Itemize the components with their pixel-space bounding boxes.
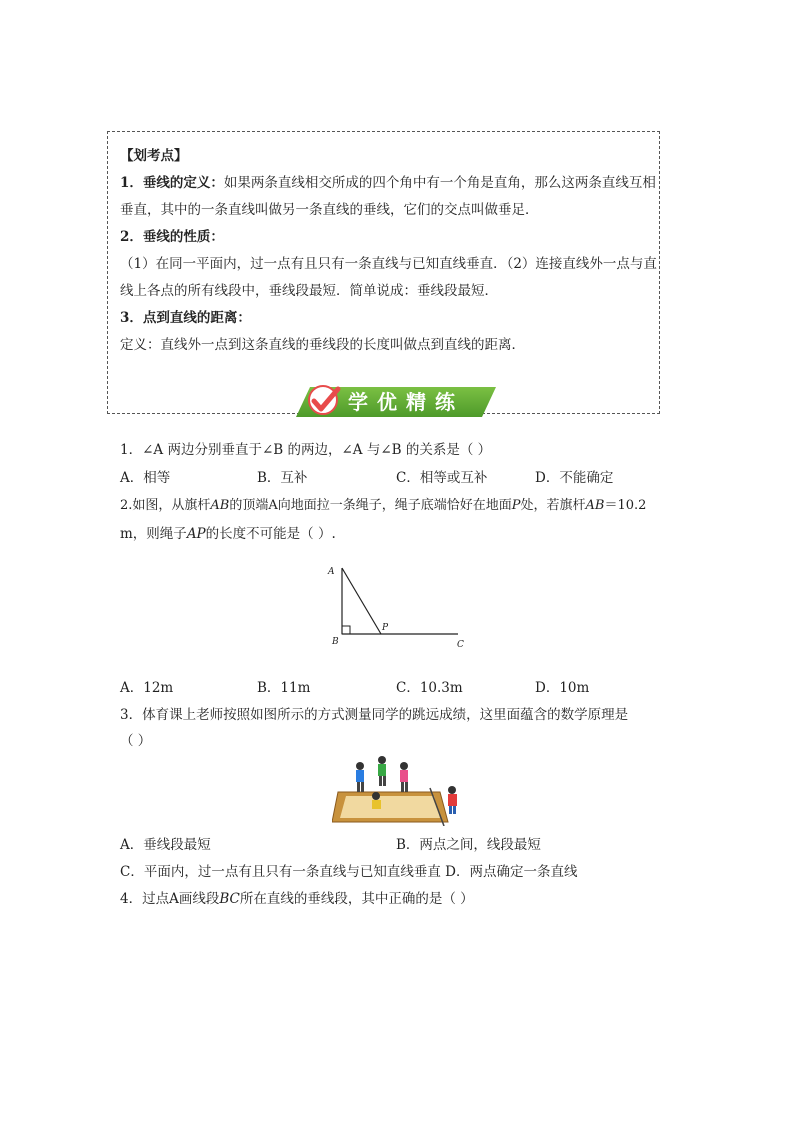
q2-option-b: B．11m xyxy=(257,680,311,696)
question-3-line1: 3．体育课上老师按照如图所示的方式测量同学的跳远成绩，这里面蕴含的数学原理是 xyxy=(120,707,629,723)
question-2-line2: m，则绳子AP的长度不可能是（ ）. xyxy=(120,526,336,542)
fig-label-c: C xyxy=(457,640,464,650)
fig-label-b: B xyxy=(332,637,339,647)
perpendicular-properties-cont: 线上各点的所有线段中，垂线段最短．简单说成：垂线段最短． xyxy=(120,283,498,299)
fig-label-a: A xyxy=(328,567,335,577)
banner-title: 学优精练 xyxy=(348,390,464,414)
distance-label: 3．点到直线的距离： xyxy=(120,310,251,326)
q1-option-c: C．相等或互补 xyxy=(396,470,488,486)
keypoints-heading: 【划考点】 xyxy=(120,148,188,164)
keypoints-content xyxy=(120,143,655,359)
question-3-line2: （ ） xyxy=(120,733,152,749)
question-4: 4．过点A画线段BC所在直线的垂线段，其中正确的是（ ） xyxy=(120,891,474,907)
question-2-line1: 2.如图，从旗杆AB的顶端A向地面拉一条绳子，绳子底端恰好在地面P处，若旗杆AB＝10.2 xyxy=(120,498,647,513)
q3-option-b: B．两点之间，线段最短 xyxy=(396,837,541,853)
perpendicular-definition-cont: 垂直，其中的一条直线叫做另一条直线的垂线，它们的交点叫做垂足． xyxy=(120,202,539,218)
q3-option-c-d: C．平面内，过一点有且只有一条直线与已知直线垂直 D．两点确定一条直线 xyxy=(120,864,578,880)
distance-definition: 定义：直线外一点到这条直线的垂线段的长度叫做点到直线的距离． xyxy=(120,337,525,353)
perpendicular-properties-label: 2．垂线的性质： xyxy=(120,229,224,245)
q1-option-a: A．相等 xyxy=(120,470,171,486)
checkmark-icon xyxy=(304,381,344,421)
long-jump-illustration xyxy=(332,752,472,826)
q1-option-d: D．不能确定 xyxy=(535,470,614,486)
perpendicular-properties: （1）在同一平面内，过一点有且只有一条直线与已知直线垂直．（2）连接直线外一点与直 xyxy=(120,256,657,272)
q3-option-a: A．垂线段最短 xyxy=(120,837,211,853)
flagpole-figure xyxy=(326,562,472,652)
question-1: 1．∠A 两边分别垂直于∠B 的两边，∠A 与∠B 的关系是（ ） xyxy=(120,442,492,458)
practice-banner xyxy=(296,383,496,423)
q2-option-d: D．10m xyxy=(535,680,590,696)
q1-option-b: B．互补 xyxy=(257,470,308,486)
q2-option-c: C．10.3m xyxy=(396,680,463,696)
perpendicular-definition: 1．垂线的定义：如果两条直线相交所成的四个角中有一个角是直角，那么这两条直线互相 xyxy=(120,175,656,191)
fig-label-p: P xyxy=(382,623,389,633)
q2-option-a: A．12m xyxy=(120,680,174,696)
